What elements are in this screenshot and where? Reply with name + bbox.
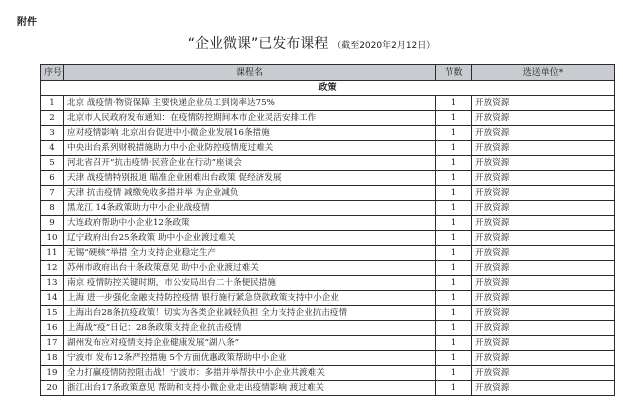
row-index: 2 (41, 111, 64, 126)
table-row (41, 231, 615, 246)
row-index: 16 (41, 321, 64, 336)
table-row (41, 261, 615, 276)
table-row (41, 351, 615, 366)
row-lesson-count: 1 (436, 126, 472, 141)
row-course-name: 天津 战疫情特别报道 瞄准企业困难出台政策 促经济发展 (64, 171, 436, 186)
row-course-name: 北京 战疫情·物资保障 主要快递企业员工到岗率达75% (64, 96, 436, 111)
row-lesson-count: 1 (436, 216, 472, 231)
table-row (41, 111, 615, 126)
table-row (41, 201, 615, 216)
title-date-note: （截至2020年2月12日） (332, 41, 436, 51)
row-lesson-count: 1 (436, 336, 472, 351)
row-unit: 开放资源 (472, 216, 615, 231)
row-lesson-count: 1 (436, 366, 472, 381)
row-index: 14 (41, 291, 64, 306)
row-unit: 开放资源 (472, 201, 615, 216)
row-index: 17 (41, 336, 64, 351)
row-lesson-count: 1 (436, 351, 472, 366)
row-lesson-count: 1 (436, 111, 472, 126)
row-lesson-count: 1 (436, 96, 472, 111)
section-label: 政策 (41, 81, 615, 96)
row-lesson-count: 1 (436, 231, 472, 246)
row-unit: 开放资源 (472, 141, 615, 156)
row-index: 6 (41, 171, 64, 186)
row-lesson-count: 1 (436, 246, 472, 261)
table-row (41, 291, 615, 306)
table-row (41, 276, 615, 291)
row-course-name: 全力打赢疫情防控阻击战！宁波市：多措并举帮扶中小企业共渡难关 (64, 366, 436, 381)
row-course-name: 上海 进一步强化金融支持防控疫情 银行施行紧急贷款政策支持中小企业 (64, 291, 436, 306)
row-course-name: 河北省召开“抗击疫情·民营企业在行动”座谈会 (64, 156, 436, 171)
row-index: 13 (41, 276, 64, 291)
row-unit: 开放资源 (472, 96, 615, 111)
row-index: 1 (41, 96, 64, 111)
table-row (41, 126, 615, 141)
row-unit: 开放资源 (472, 171, 615, 186)
header-lesson-count: 节数 (436, 65, 472, 81)
row-lesson-count: 1 (436, 141, 472, 156)
row-lesson-count: 1 (436, 276, 472, 291)
table-row (41, 141, 615, 156)
table-row (41, 216, 615, 231)
course-table (40, 64, 615, 396)
table-row (41, 336, 615, 351)
row-course-name: 黑龙江 14条政策助力中小企业战疫情 (64, 201, 436, 216)
row-course-name: 辽宁政府出台25条政策 助中小企业渡过难关 (64, 231, 436, 246)
row-unit: 开放资源 (472, 291, 615, 306)
header-course-name: 课程名 (64, 65, 436, 81)
row-lesson-count: 1 (436, 171, 472, 186)
row-course-name: 应对疫情影响 北京出台促进中小微企业发展16条措施 (64, 126, 436, 141)
row-unit: 开放资源 (472, 336, 615, 351)
row-course-name: 无锡“硬核”举措 全力支持企业稳定生产 (64, 246, 436, 261)
row-course-name: 浙江出台17条政策意见 帮助和支持小微企业走出疫情影响 渡过难关 (64, 381, 436, 396)
row-index: 8 (41, 201, 64, 216)
row-lesson-count: 1 (436, 201, 472, 216)
row-unit: 开放资源 (472, 111, 615, 126)
row-unit: 开放资源 (472, 246, 615, 261)
row-unit: 开放资源 (472, 231, 615, 246)
header-unit: 选送单位* (472, 65, 615, 81)
table-row (41, 246, 615, 261)
row-course-name: 大连政府帮助中小企业12条政策 (64, 216, 436, 231)
row-lesson-count: 1 (436, 186, 472, 201)
row-unit: 开放资源 (472, 351, 615, 366)
row-index: 5 (41, 156, 64, 171)
row-lesson-count: 1 (436, 381, 472, 396)
row-index: 15 (41, 306, 64, 321)
title-text: “企业微课”已发布课程 (187, 36, 329, 52)
table-header-row (41, 65, 615, 81)
table-row (41, 186, 615, 201)
row-lesson-count: 1 (436, 261, 472, 276)
row-index: 20 (41, 381, 64, 396)
table-row (41, 366, 615, 381)
row-unit: 开放资源 (472, 306, 615, 321)
row-index: 11 (41, 246, 64, 261)
row-lesson-count: 1 (436, 321, 472, 336)
row-lesson-count: 1 (436, 306, 472, 321)
table-row (41, 171, 615, 186)
section-row (41, 81, 615, 96)
row-course-name: 天津 抗击疫情 减缴免收多措并举 为企业减负 (64, 186, 436, 201)
row-course-name: 苏州市政府出台十条政策意见 助中小企业渡过难关 (64, 261, 436, 276)
row-course-name: 湖州发布应对疫情支持企业健康发展“湖八条” (64, 336, 436, 351)
row-index: 10 (41, 231, 64, 246)
row-course-name: 上海战“疫”日记：28条政策支持企业抗击疫情 (64, 321, 436, 336)
table-row (41, 381, 615, 396)
row-unit: 开放资源 (472, 276, 615, 291)
row-index: 7 (41, 186, 64, 201)
row-index: 12 (41, 261, 64, 276)
row-course-name: 宁波市 发布12条严控措施 5个方面优惠政策帮助中小企业 (64, 351, 436, 366)
row-lesson-count: 1 (436, 156, 472, 171)
attachment-label: 附件 (17, 17, 37, 28)
row-index: 19 (41, 366, 64, 381)
row-unit: 开放资源 (472, 156, 615, 171)
row-unit: 开放资源 (472, 186, 615, 201)
row-lesson-count: 1 (436, 291, 472, 306)
row-course-name: 上海出台28条抗疫政策！切实为各类企业减轻负担 全力支持企业抗击疫情 (64, 306, 436, 321)
header-index: 序号 (41, 65, 64, 81)
row-course-name: 南京 疫情防控关键时期，市公安局出台二十条便民措施 (64, 276, 436, 291)
row-index: 4 (41, 141, 64, 156)
row-unit: 开放资源 (472, 366, 615, 381)
row-course-name: 北京市人民政府发布通知：在疫情防控期间本市企业灵活安排工作 (64, 111, 436, 126)
row-unit: 开放资源 (472, 261, 615, 276)
row-index: 3 (41, 126, 64, 141)
table-row (41, 321, 615, 336)
row-unit: 开放资源 (472, 321, 615, 336)
table-row (41, 306, 615, 321)
row-index: 18 (41, 351, 64, 366)
row-unit: 开放资源 (472, 381, 615, 396)
row-course-name: 中央出台系列财税措施助力中小企业防控疫情度过难关 (64, 141, 436, 156)
row-unit: 开放资源 (472, 126, 615, 141)
row-index: 9 (41, 216, 64, 231)
table-row (41, 96, 615, 111)
document-title (0, 33, 623, 53)
table-row (41, 156, 615, 171)
